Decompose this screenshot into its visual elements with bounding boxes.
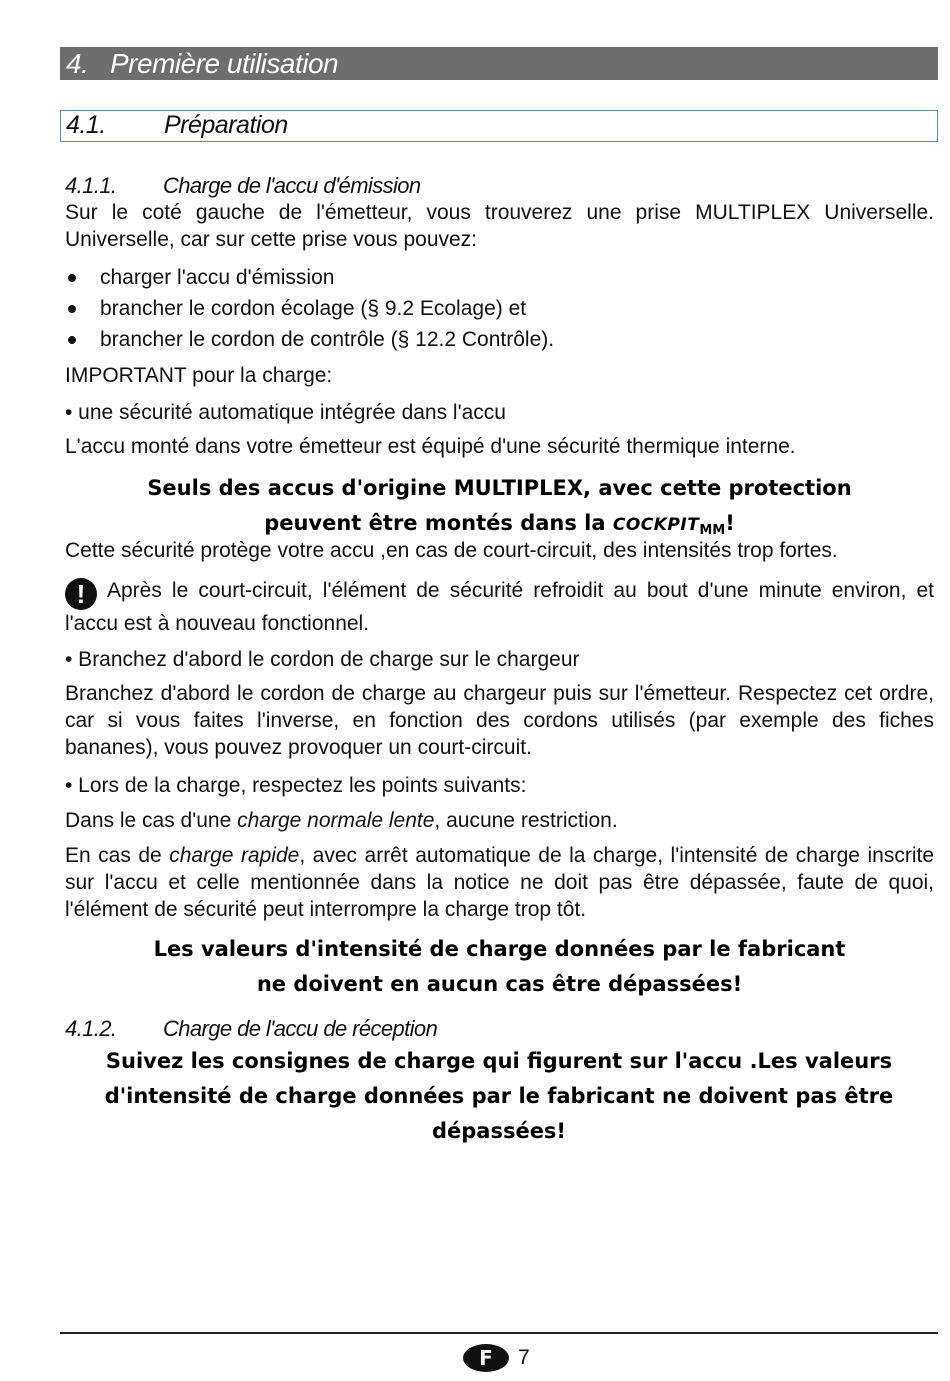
page-number: 7 <box>518 1346 530 1369</box>
point-heading-charger: • Branchez d'abord le cordon de charge sur le chargeur <box>65 648 580 671</box>
list-item: brancher le cordon écolage (§ 9.2 Ecolage) et <box>65 293 925 324</box>
emphasis-line: Les valeurs d'intensité de charge données par le fabricant <box>153 937 846 961</box>
security-paragraph: L'accu monté dans votre émetteur est équipé d'une sécurité thermique interne. <box>65 435 796 458</box>
section-heading <box>60 110 938 142</box>
point-heading-security: • une sécurité automatique intégrée dans l'accu <box>65 401 506 424</box>
intro-paragraph: Sur le coté gauche de l'émetteur, vous trouverez une prise MULTIPLEX Universelle. Universelle, car sur cette prise vous pouvez: <box>65 201 934 251</box>
bullet-dot <box>68 305 76 313</box>
subsection-title: Charge de l'accu de réception <box>163 1016 438 1041</box>
chapter-title: Première utilisation <box>110 48 339 79</box>
brand-name: COCKPIT <box>612 515 700 535</box>
emphasis-line: Seuls des accus d'origine MULTIPLEX, avec cette protection <box>147 476 852 500</box>
slow-charge-paragraph: Dans le cas d'une charge normale lente, aucune restriction. <box>65 809 618 832</box>
footer-divider <box>60 1332 938 1334</box>
emphasized-term: charge rapide <box>169 844 300 867</box>
list-item: brancher le cordon de contrôle (§ 12.2 Contrôle). <box>65 324 925 355</box>
emphasis-line: peuvent être montés dans la $COCKPIT_{MM}$! <box>264 511 735 538</box>
chapter-number: 4. <box>66 48 89 79</box>
point-heading-charging: • Lors de la charge, respectez les points suivants: <box>65 774 527 797</box>
important-heading: IMPORTANT pour la charge: <box>65 364 333 387</box>
section-number: 4.1. <box>66 111 106 139</box>
protection-paragraph: Cette sécurité protège votre accu ,en cas de court-circuit, des intensités trop fortes. <box>65 539 838 562</box>
bullet-list <box>65 262 925 355</box>
charger-paragraph: Branchez d'abord le cordon de charge au chargeur puis sur l'émetteur. Respectez cet ordre, car si vous faites l'inverse, en fonction des cordons utilisés (par exemple des fiches bananes), vous pouvez provoquer un court-circuit. <box>65 682 934 759</box>
subsection-title: Charge de l'accu d'émission <box>163 173 421 198</box>
language-badge: F <box>463 1344 509 1372</box>
reception-emphasis: Suivez les consignes de charge qui figurent sur l'accu .Les valeurs d'intensité de charge données par le fabricant ne doivent pas être dépassées! <box>104 1049 894 1143</box>
chapter-heading <box>60 47 938 80</box>
warning-icon: ! <box>65 578 97 610</box>
section-title: Préparation <box>164 111 288 139</box>
subsection-heading-1 <box>65 173 421 199</box>
brand-subscript: MM <box>699 523 726 538</box>
fast-charge-paragraph: En cas de charge rapide, avec arrêt automatique de la charge, l'intensité de charge inscrite sur l'accu et celle mentionnée dans la notice ne doit pas être dépassée, faute de quoi, l'élément de sécurité peut interrompre la charge trop tôt. <box>65 844 935 921</box>
list-item: charger l'accu d'émission <box>65 262 925 293</box>
bullet-dot <box>68 274 76 282</box>
warning-text: Après le court-circuit, l'élément de sécurité refroidit au bout d'une minute environ, et l'accu est à nouveau fonctionnel. <box>65 579 934 635</box>
bullet-dot <box>68 336 76 344</box>
subsection-number: 4.1.1. <box>65 173 117 198</box>
subsection-number: 4.1.2. <box>65 1016 117 1041</box>
warning-paragraph <box>65 577 934 637</box>
emphasis-line: ne doivent en aucun cas être dépassées! <box>256 972 743 996</box>
subsection-heading-2 <box>65 1016 437 1042</box>
emphasized-term: charge normale lente <box>237 809 435 832</box>
